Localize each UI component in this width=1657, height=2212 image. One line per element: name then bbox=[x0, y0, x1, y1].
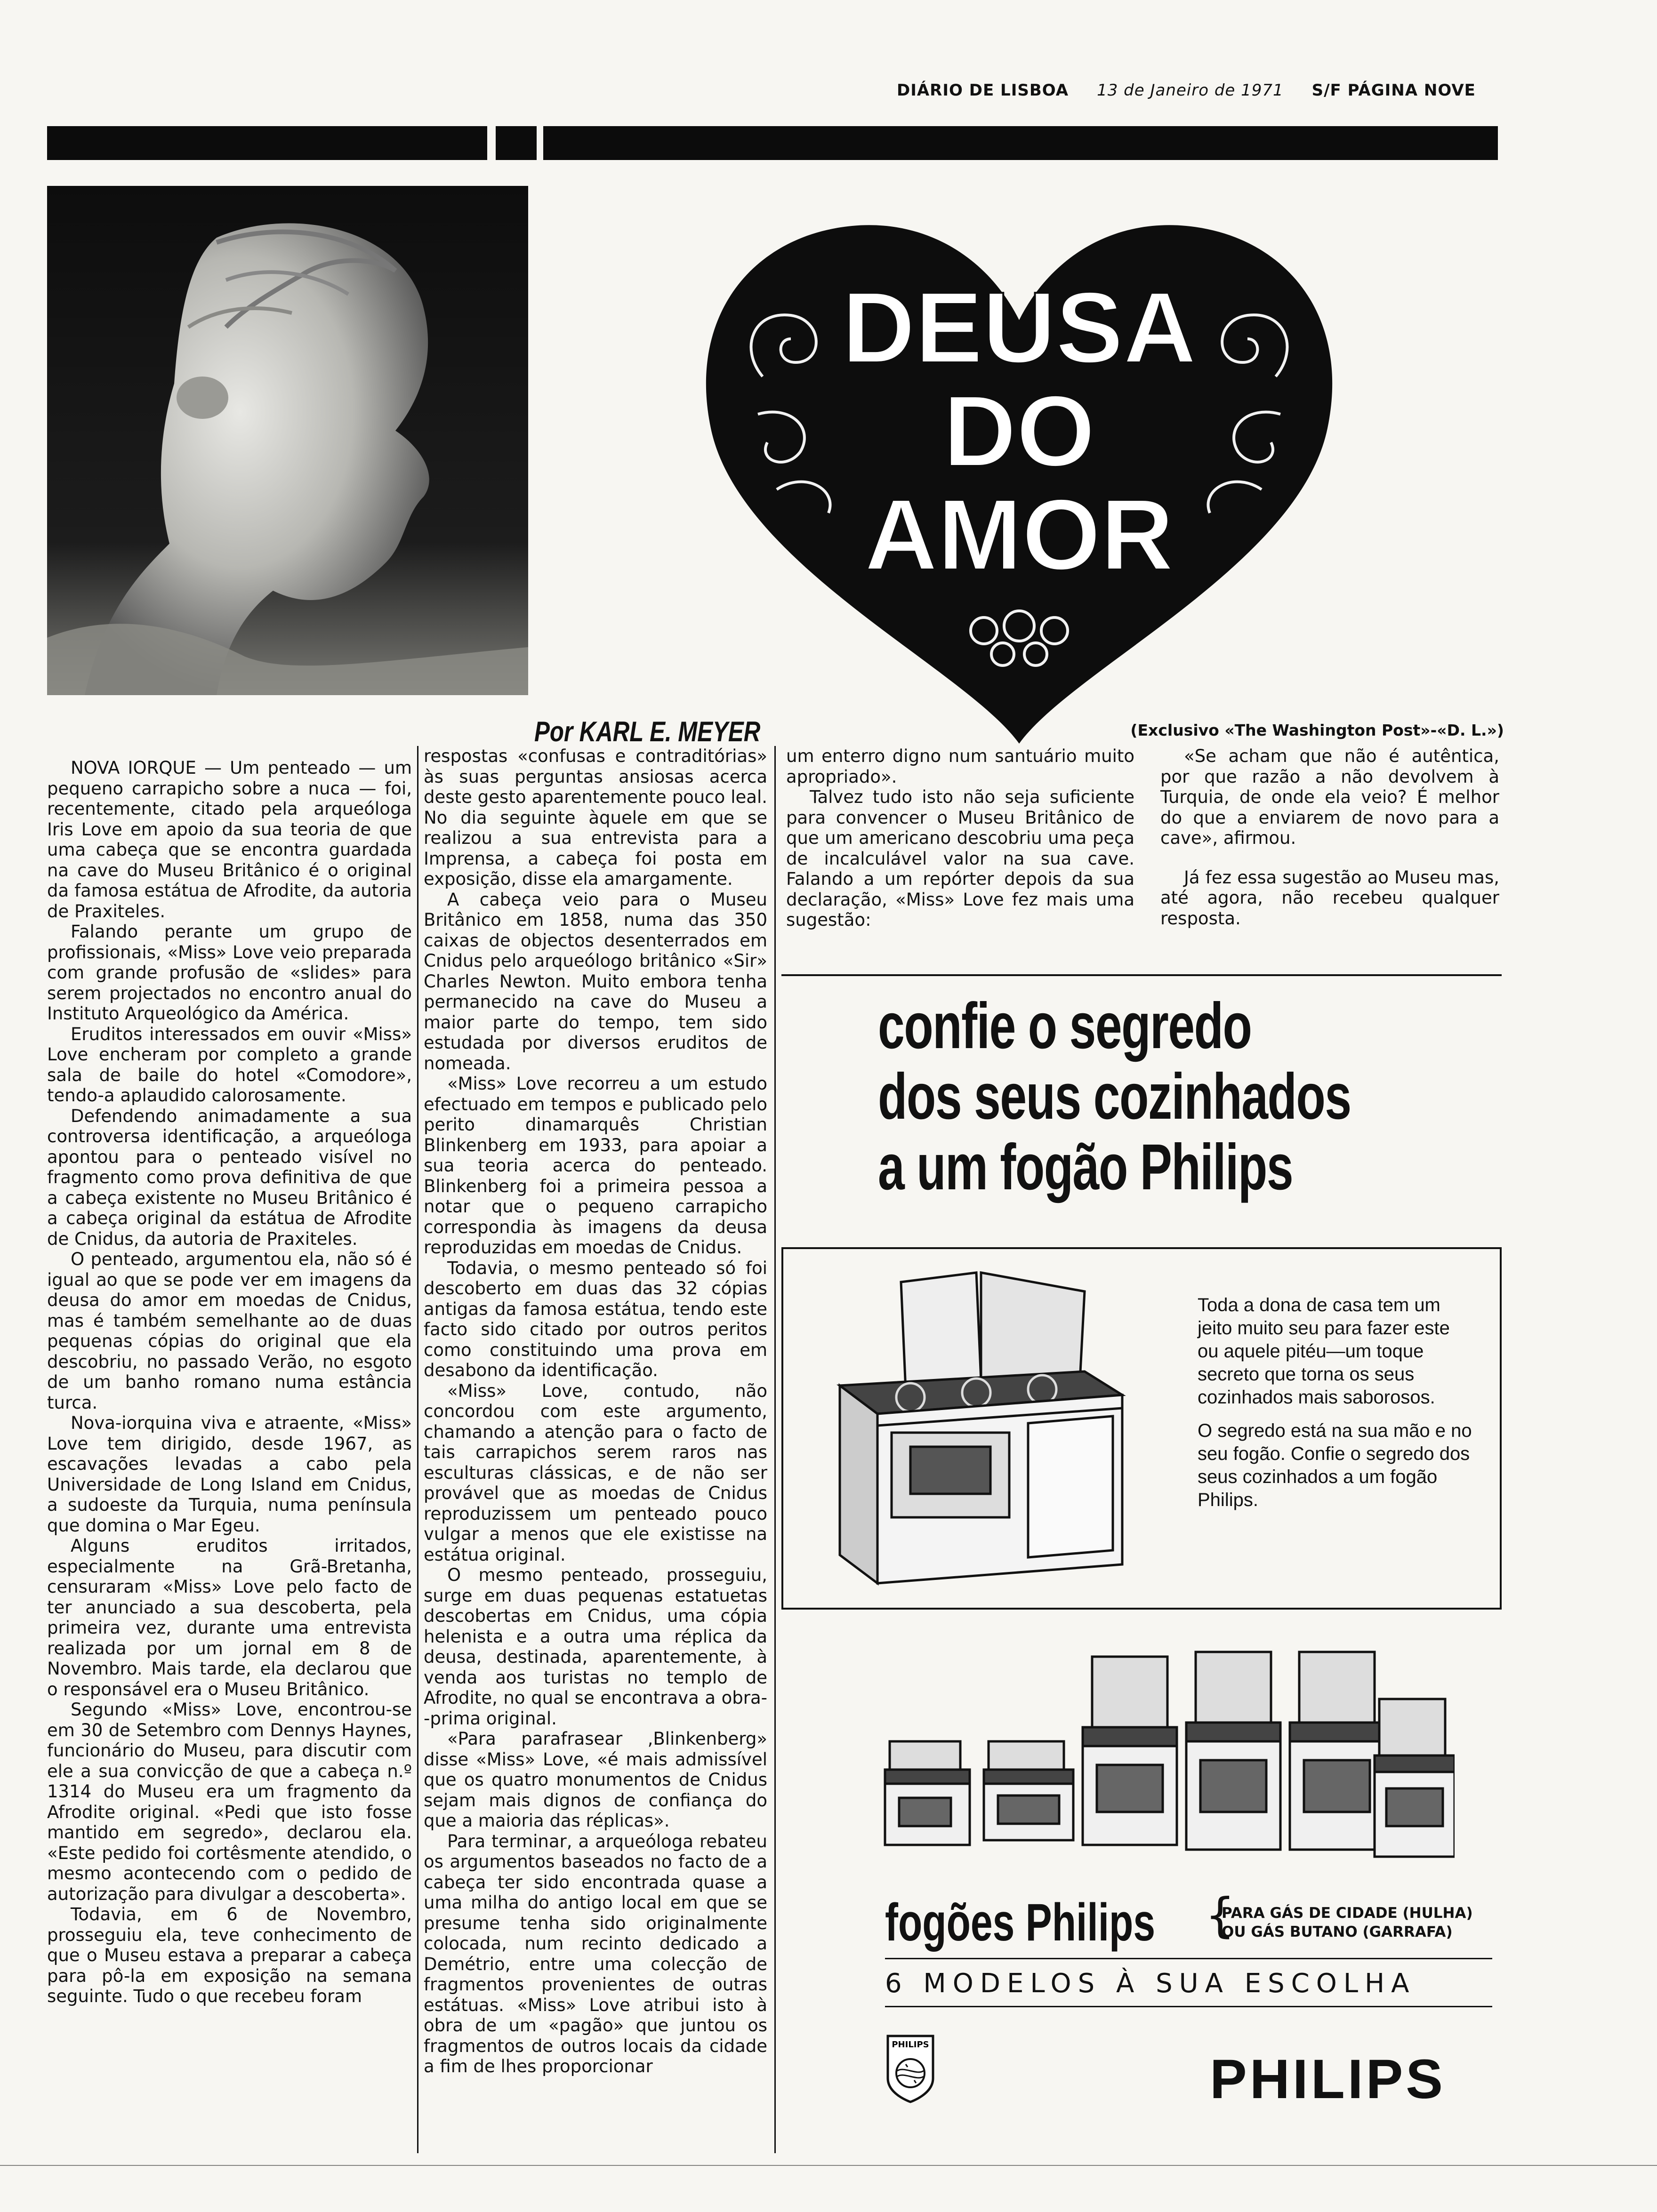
ad-headline-line: dos seus cozinhados bbox=[878, 1060, 1351, 1133]
paragraph: Falando perante um grupo de profissionais, «Miss» Love veio preparada com grande profusão de «slides» para serem projectados no encontro anual do Instituto Arqueológico da América. bbox=[47, 922, 412, 1024]
stove-model-3 bbox=[1083, 1657, 1177, 1845]
ad-brand-line bbox=[885, 1888, 1245, 1953]
brand-line-text: fogões Philips bbox=[885, 1893, 1156, 1952]
paragraph: Alguns eruditos irritados, especialmente na Grã-Bretanha, censuraram «Miss» Love pelo facto de ter anunciado a sua descoberta, pela primeira vez, durante uma entrevista realizada por um jornal em 8 de Novembro. Mais tarde, ela declarou que o responsável era o Museu Britânico. bbox=[47, 1536, 412, 1699]
paragraph: NOVA IORQUE — Um penteado — um pequeno carrapicho sobre a nuca — foi, recentemente, citado pela arqueóloga Iris Love em apoio da sua teoria de que uma cabeça que se encontra guardada na cave do Museu Britânico é o original da famosa estátua de Afrodite, da autoria de Praxiteles. bbox=[47, 758, 412, 922]
page-bottom-rule bbox=[0, 2165, 1657, 2166]
paragraph: «Miss» Love recorreu a um estudo efectuado em tempos e publicado pelo perito dinamarquês Christian Blinkenberg em 1933, para apoiar a sua teoria acerca do penteado. Blinkenberg foi a primeira pessoa a notar que o pequeno carrapicho correspondia às imagens da deusa reproduzidas em moedas de Cnidus. bbox=[424, 1074, 767, 1258]
paragraph: Todavia, o mesmo penteado só foi descoberto em duas das 32 cópias antigas da famosa estátua, tendo este facto sido citado por outros peritos como constituindo uma prova em desabono da identificação. bbox=[424, 1258, 767, 1380]
ad-stove-panel bbox=[781, 1247, 1502, 1610]
title-heart bbox=[683, 207, 1356, 748]
header-bar bbox=[47, 126, 1498, 160]
byline: Por KARL E. MEYER bbox=[534, 716, 761, 747]
column-rule bbox=[417, 746, 418, 2153]
stove-models-illustration bbox=[880, 1619, 1455, 1864]
ad-top-rule bbox=[781, 974, 1502, 976]
gas-types bbox=[1222, 1904, 1473, 1941]
paragraph: Defendendo animadamente a sua controversa identificação, a arqueóloga apontou para o penteado visível no fragmento como prova definitiva de que a cabeça existente no Museu Britânico é a cabeça original da estátua de Afrodite de Cnidus, da autoria de Praxiteles. bbox=[47, 1106, 412, 1249]
stove-model-5 bbox=[1290, 1652, 1384, 1850]
paragraph: Eruditos interessados em ouvir «Miss» Love encheram por completo a grande sala de baile do hotel «Comodore», tendo-a aplaudido calorosamente. bbox=[47, 1024, 412, 1106]
ad-headline bbox=[878, 991, 1351, 1202]
models-tagline: 6 MODELOS À SUA ESCOLHA bbox=[885, 1968, 1416, 1999]
newspaper-name: DIÁRIO DE LISBOA bbox=[897, 81, 1069, 100]
article-column-2 bbox=[424, 746, 767, 2077]
page-header bbox=[897, 81, 1499, 100]
exclusive-credit: (Exclusivo «The Washington Post»-«D. L.») bbox=[1130, 721, 1504, 739]
paragraph: Para terminar, a arqueóloga rebateu os argumentos baseados no facto de a cabeça ter sido encontrada quase a uma milha do antigo local em que se presume tenha sido originalmente colocada, num recinto dedicado a Demétrio, entre uma colecção de fragmentos provenientes de outras estátuas. «Miss» Love atribui isto à obra de um «pagão» que juntou os fragmentos de outros locais da cidade a fim de lhes proporcionar bbox=[424, 1831, 767, 2076]
title-line-1: DEUSA bbox=[842, 271, 1197, 384]
title-line-3: AMOR bbox=[864, 478, 1174, 591]
ad-rule bbox=[885, 2006, 1492, 2007]
shield-text: PHILIPS bbox=[892, 2040, 929, 2050]
paragraph: O penteado, argumentou ela, não só é igual ao que se pode ver em imagens da deusa do amor em moedas de Cnidus, mas é também semelhante ao de duas pequenas cópias do original que ela descobriu, no passado Verão, no esgoto de um banho romano numa estância turca. bbox=[47, 1249, 412, 1413]
philips-shield-logo bbox=[885, 2033, 936, 2104]
ad-copy bbox=[1198, 1294, 1475, 1522]
stove-model-1 bbox=[885, 1741, 970, 1845]
paragraph: Nova-iorquina viva e atraente, «Miss» Love tem dirigido, desde 1967, as escavações levadas a cabo pela Universidade de Long Island em Cnidus, a sudoeste da Turquia, numa península que domina o Mar Egeu. bbox=[47, 1413, 412, 1536]
article-column-1 bbox=[47, 758, 412, 2007]
gas-type: OU GÁS BUTANO (GARRAFA) bbox=[1222, 1923, 1453, 1940]
article-column-3 bbox=[786, 746, 1134, 930]
philips-logo: PHILIPS bbox=[1210, 2048, 1446, 2110]
page-label: S/F PÁGINA NOVE bbox=[1311, 81, 1476, 100]
stove-model-2 bbox=[984, 1741, 1073, 1840]
ad-copy-paragraph: Toda a dona de casa tem um jeito muito seu para fazer este ou aquele pitéu—um toque secreto que torna os seus cozinhados mais saborosos. bbox=[1198, 1295, 1450, 1408]
gas-type: PARA GÁS DE CIDADE (HULHA) bbox=[1222, 1905, 1473, 1922]
paragraph: Já fez essa sugestão ao Museu mas, até agora, não recebeu qualquer resposta. bbox=[1160, 867, 1499, 929]
paragraph: «Se acham que não é autêntica, por que razão a não devolvem à Turquia, de onde ela veio? É melhor do que a enviarem de novo para a cave», afirmou. bbox=[1160, 746, 1499, 848]
stove-model-4 bbox=[1186, 1652, 1280, 1850]
stove-model-6 bbox=[1375, 1699, 1455, 1857]
paragraph: «Miss» Love, contudo, não concordou com este argumento, chamando a atenção para o facto de tais carrapichos serem raros nas esculturas clássicas, e de não ser provável que as moedas de Cnidus reproduzissem um penteado pouco vulgar a menos que ele existisse na estátua original. bbox=[424, 1380, 767, 1565]
ad-copy-paragraph: O segredo está na sua mão e no seu fogão. Confie o segredo dos seus cozinhados a um fogão Philips. bbox=[1198, 1420, 1472, 1510]
ad-headline-line: confie o segredo bbox=[878, 990, 1252, 1062]
brace: { bbox=[1205, 1888, 1235, 1943]
statue-photo bbox=[47, 186, 528, 695]
paragraph: A cabeça veio para o Museu Britânico em 1858, numa das 350 caixas de objectos desenterrados em Cnidus pelo arqueólogo britânico «Sir» Charles Newton. Muito embora tenha permanecido na cave do Museu a maior parte do tempo, tem sido estudada por diversos eruditos de nomeada. bbox=[424, 889, 767, 1074]
paragraph: um enterro digno num santuário muito apropriado». bbox=[786, 746, 1134, 787]
ad-headline-line: a um fogão Philips bbox=[878, 1131, 1293, 1203]
ad-rule bbox=[885, 1958, 1492, 1959]
paragraph: Todavia, em 6 de Novembro, prosseguiu ela, teve conhecimento de que o Museu estava a preparar a cabeça para pô-la em exposição na semana seguinte. Tudo o que recebeu foram bbox=[47, 1904, 412, 2006]
paragraph: O mesmo penteado, prosseguiu, surge em duas pequenas estatuetas descobertas em Cnidus, uma cópia helenista e a outra uma réplica da deusa, destinada, aparentemente, à venda aos turistas no templo de Afrodite, no qual se encontrava a obra--prima original. bbox=[424, 1565, 767, 1729]
stove-image bbox=[821, 1263, 1150, 1593]
column-rule bbox=[774, 746, 776, 2153]
article-column-4 bbox=[1160, 746, 1499, 929]
paragraph: Segundo «Miss» Love, encontrou-se em 30 de Setembro com Dennys Haynes, funcionário do Museu, para discutir com ele a sua convicção de que a cabeça n.º 1314 do Museu era um fragmento da Afrodite original. «Pedi que isto fosse mantido em segredo», declarou ela. «Este pedido foi cortêsmente atendido, o mesmo acontecendo com o pedido de autorização para divulgar a descoberta». bbox=[47, 1699, 412, 1904]
paragraph: Talvez tudo isto não seja suficiente para convencer o Museu Britânico de que um americano descobriu uma peça de incalculável valor na sua cave. Falando a um repórter depois da sua declaração, «Miss» Love fez mais uma sugestão: bbox=[786, 787, 1134, 930]
paragraph: «Para parafrasear ,Blinkenberg» disse «Miss» Love, «é mais admissível que os quatro monumentos de Cnidus sejam mais dignos de confiança do que a maioria das réplicas». bbox=[424, 1729, 767, 1831]
title-line-2: DO bbox=[943, 374, 1095, 488]
issue-date: 13 de Janeiro de 1971 bbox=[1097, 81, 1284, 100]
paragraph: respostas «confusas e contraditórias» às suas perguntas ansiosas acerca deste gesto aparentemente pouco leal. No dia seguinte àquele em que se realizou a sua entrevista para a Imprensa, a cabeça foi posta em exposição, disse ela amargamente. bbox=[424, 746, 767, 889]
